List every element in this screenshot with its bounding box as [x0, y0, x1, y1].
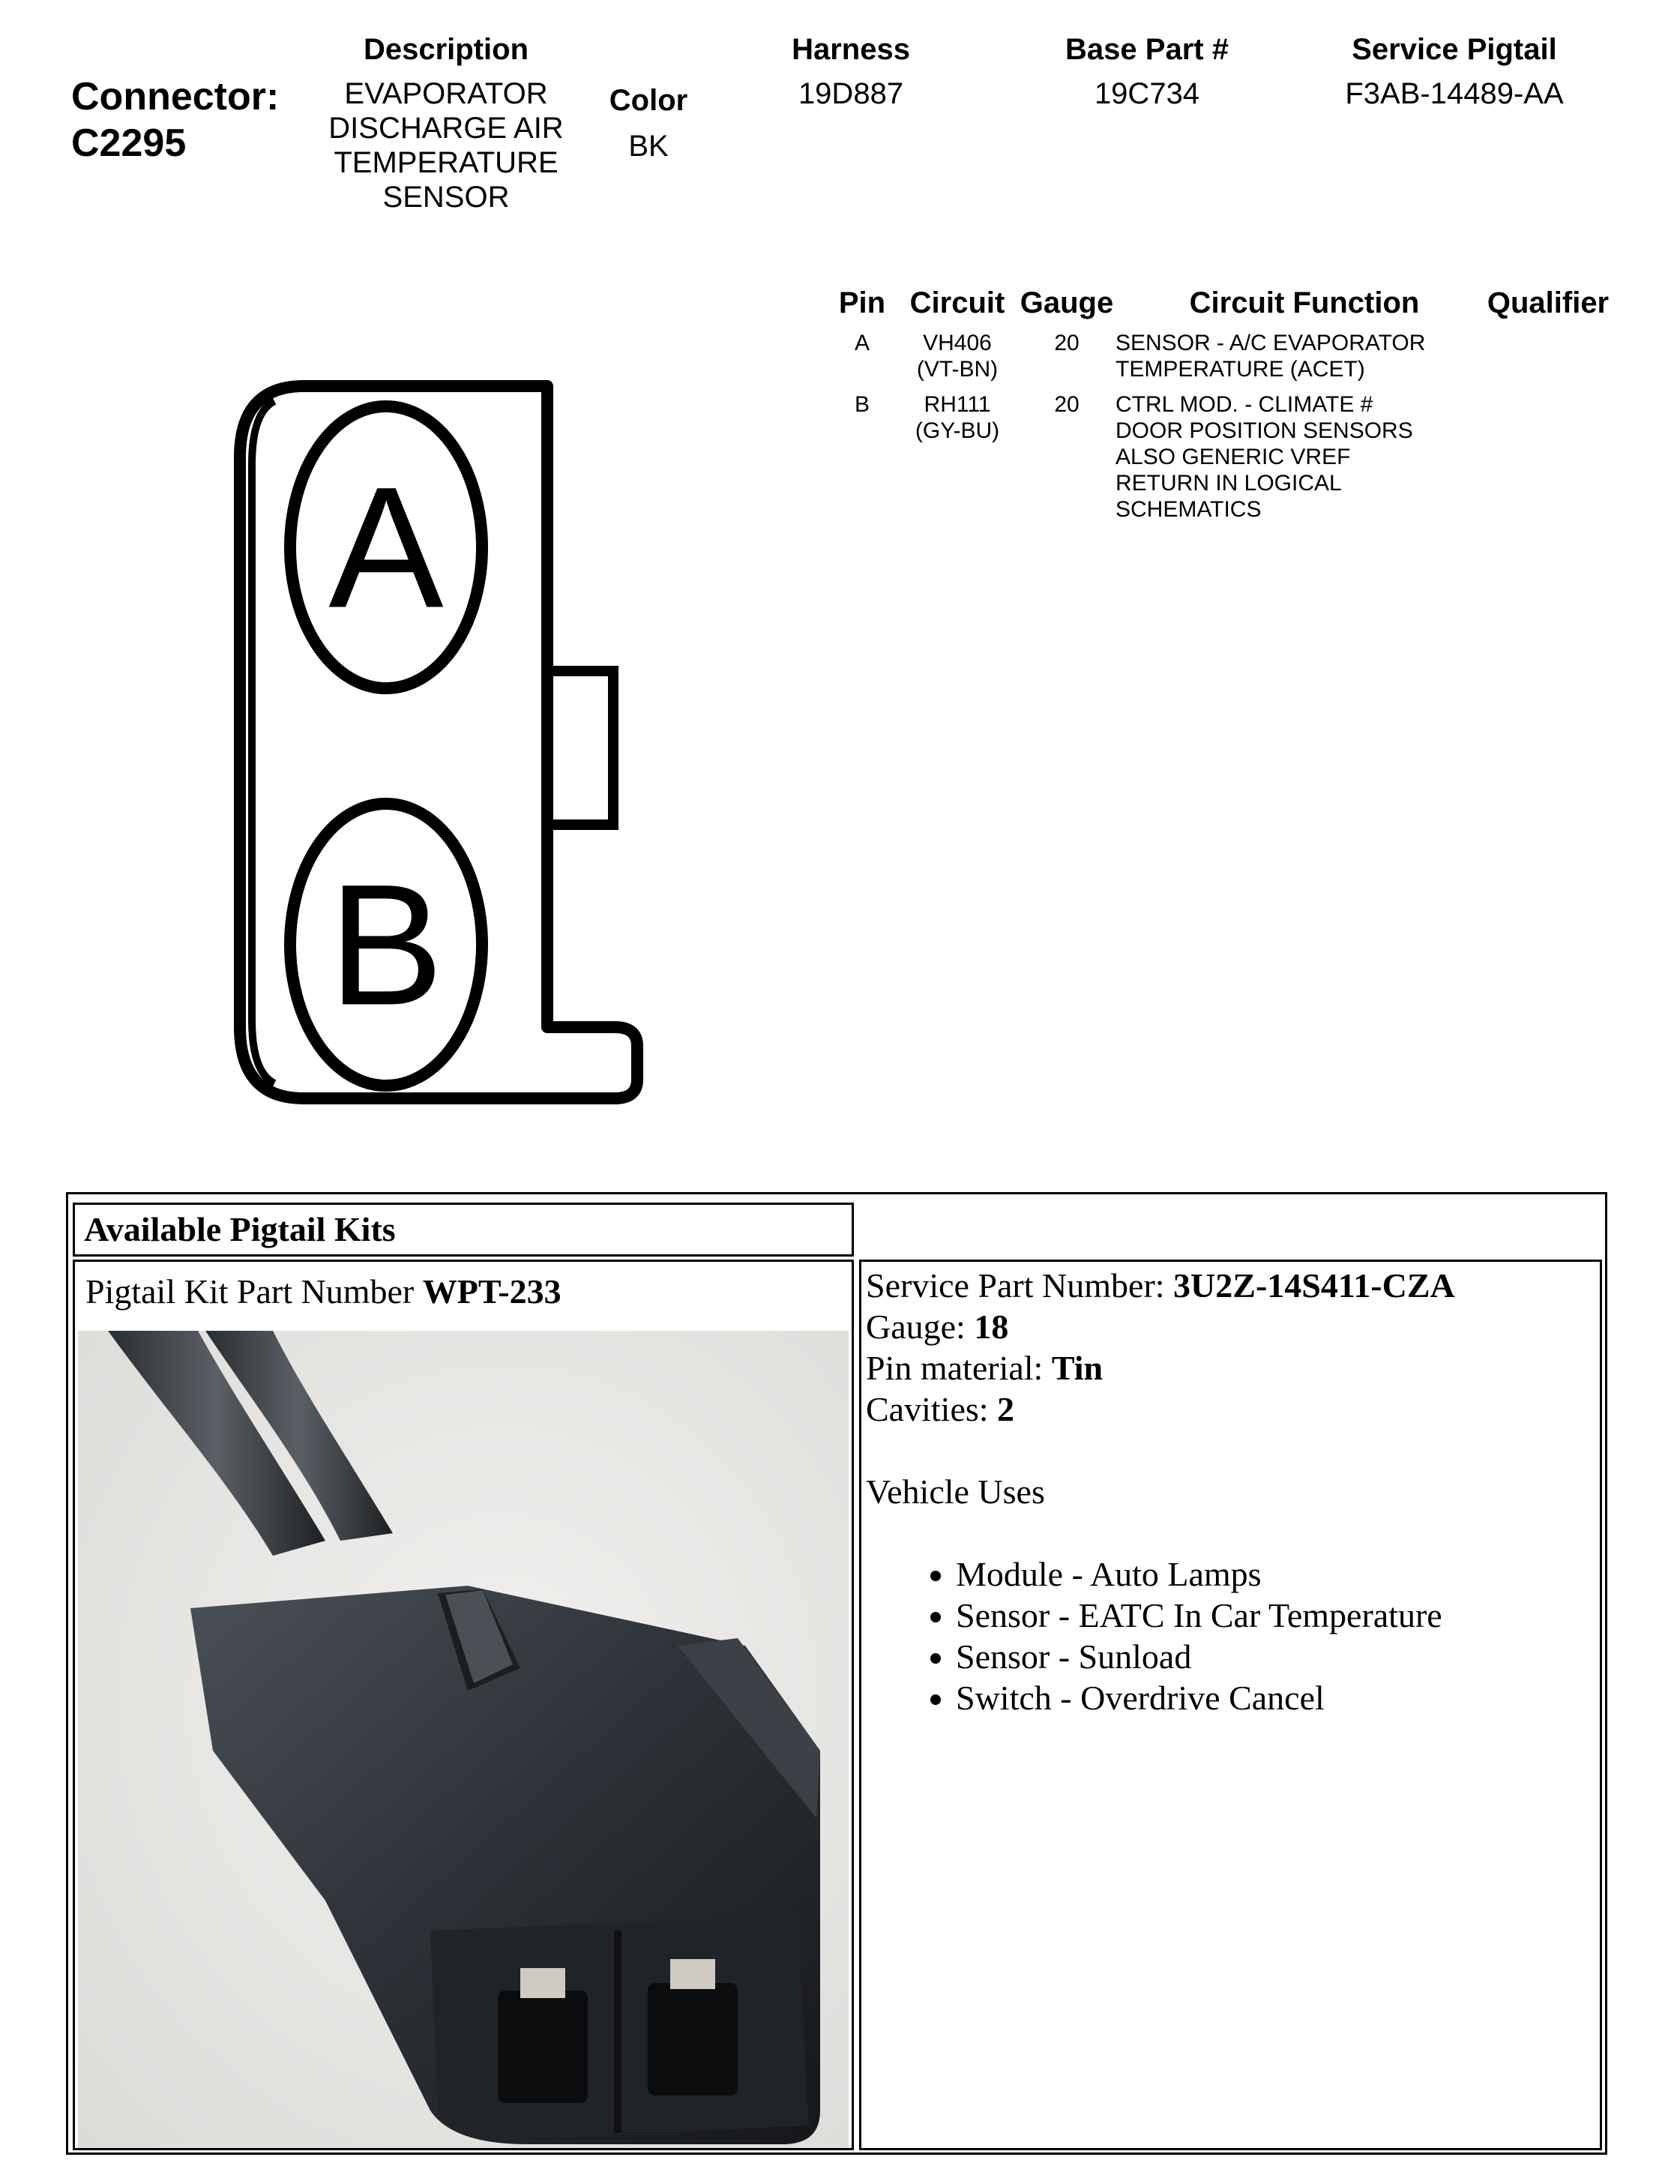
gauge-value: 18 — [974, 1308, 1009, 1346]
gauge-header: Gauge — [1020, 286, 1114, 319]
connector-label: Connector: — [71, 75, 280, 118]
function-line: SCHEMATICS — [1116, 497, 1262, 522]
base-part-value: 19C734 — [1094, 77, 1200, 110]
cavities-row — [866, 1389, 1455, 1430]
circuit-code: VH406 — [923, 331, 992, 355]
function-line: SENSOR - A/C EVAPORATOR — [1116, 331, 1426, 355]
table-row-pin: B — [854, 392, 870, 417]
gauge-label: Gauge: — [866, 1308, 975, 1346]
description-label: Description — [363, 33, 529, 66]
description-line: SENSOR — [382, 181, 510, 214]
pigtail-kit-value: WPT-233 — [422, 1272, 561, 1311]
table-row-function — [1116, 391, 1460, 523]
pin-material-value: Tin — [1051, 1349, 1104, 1387]
service-details — [866, 1265, 1455, 1718]
pin-terminal — [520, 1968, 565, 1998]
pigtail-kit-prefix: Pigtail Kit Part Number — [85, 1272, 423, 1311]
vehicle-uses-label: Vehicle Uses — [866, 1472, 1045, 1511]
pin-material-row — [866, 1347, 1455, 1389]
base-part-label: Base Part # — [1065, 33, 1229, 66]
circuit-color: (GY-BU) — [915, 418, 1000, 443]
service-pigtail-label: Service Pigtail — [1352, 33, 1557, 66]
harness-value: 19D887 — [798, 77, 904, 110]
function-line: TEMPERATURE (ACET) — [1116, 357, 1365, 382]
pin-cavity — [498, 1991, 588, 2103]
gauge-row — [866, 1306, 1455, 1347]
function-line: RETURN IN LOGICAL — [1116, 471, 1342, 496]
function-line: DOOR POSITION SENSORS — [1116, 418, 1413, 443]
cavity-b-label: B — [328, 848, 444, 1041]
description-line: DISCHARGE AIR — [328, 112, 564, 145]
connector-title — [71, 73, 279, 166]
description-value — [311, 76, 581, 214]
harness-label: Harness — [792, 33, 910, 66]
table-row-circuit — [901, 391, 1014, 444]
circuit-code: RH111 — [924, 392, 991, 417]
service-pigtail-value: F3AB-14489-AA — [1345, 77, 1564, 110]
qualifier-header: Qualifier — [1487, 286, 1610, 319]
cavity-a-label: A — [328, 451, 444, 644]
connector-face-diagram — [217, 367, 682, 1155]
color-label: Color — [609, 84, 688, 117]
color-value: BK — [628, 130, 669, 163]
circuit-color: (VT-BN) — [916, 357, 999, 382]
list-item: • Sensor - Sunload — [956, 1636, 1455, 1677]
service-part-row — [866, 1265, 1455, 1306]
connector-latch — [547, 671, 613, 825]
pin-cavity — [648, 1983, 738, 2096]
connector-inner-edge — [252, 401, 274, 1083]
vehicle-uses-list — [866, 1553, 1455, 1718]
function-line: ALSO GENERIC VREF — [1116, 445, 1351, 469]
pin-header: Pin — [838, 286, 886, 319]
list-item: • Switch - Overdrive Cancel — [956, 1677, 1455, 1718]
pigtail-photo — [78, 1331, 849, 2148]
table-row-gauge: 20 — [1054, 392, 1080, 417]
connector-id: C2295 — [71, 121, 187, 165]
description-line: TEMPERATURE — [334, 146, 559, 179]
circuit-function-header: Circuit Function — [1189, 286, 1420, 319]
pigtail-kit-number — [85, 1271, 561, 1312]
service-part-value: 3U2Z-14S411-CZA — [1173, 1266, 1455, 1305]
pin-material-label: Pin material: — [866, 1349, 1052, 1387]
table-row-pin: A — [854, 331, 870, 355]
list-item: • Sensor - EATC In Car Temperature — [956, 1595, 1455, 1636]
pigtail-kit-cell — [73, 1260, 854, 2150]
service-details-cell — [859, 1260, 1602, 2150]
table-row-gauge: 20 — [1054, 331, 1080, 355]
table-row-function — [1116, 330, 1460, 382]
circuit-header: Circuit — [909, 286, 1005, 319]
function-line: CTRL MOD. - CLIMATE # — [1116, 392, 1373, 417]
service-part-label: Service Part Number: — [866, 1266, 1174, 1305]
cavities-value: 2 — [997, 1390, 1015, 1428]
pin-terminal — [670, 1959, 715, 1989]
pigtail-kits-title: Available Pigtail Kits — [73, 1203, 854, 1257]
list-item: • Module - Auto Lamps — [956, 1553, 1455, 1595]
description-line: EVAPORATOR — [344, 77, 548, 110]
table-row-circuit — [901, 330, 1014, 382]
cavities-label: Cavities: — [866, 1390, 998, 1428]
